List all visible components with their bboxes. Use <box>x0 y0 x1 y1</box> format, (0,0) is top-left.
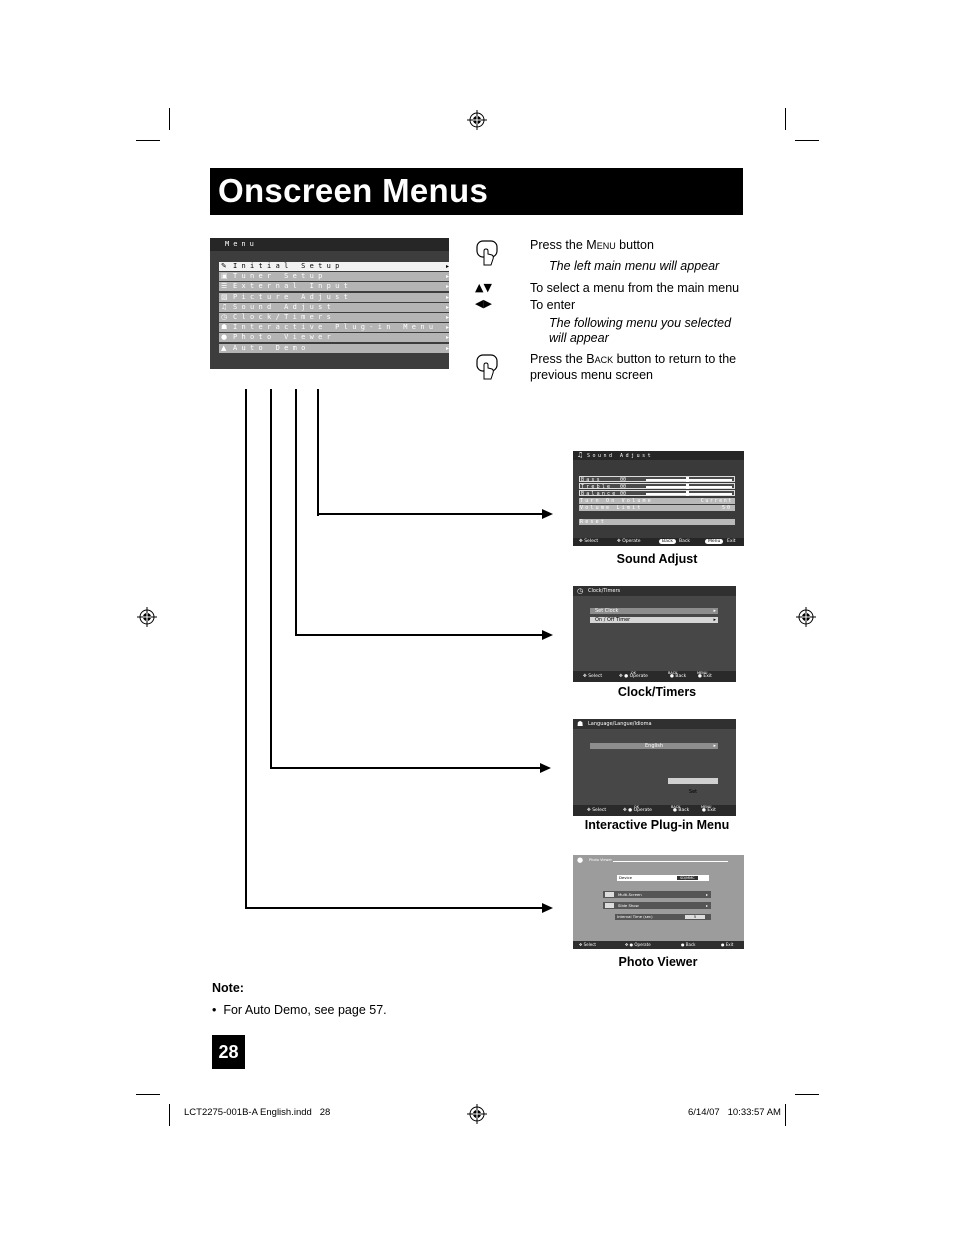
operate-hint-label: Operate <box>634 942 651 947</box>
crop-mark <box>136 140 160 141</box>
sound-adjust-screen <box>573 451 744 546</box>
set-label: Set <box>688 789 698 795</box>
back-hint-label: Back <box>678 808 690 813</box>
exit-hint-label: Exit <box>703 674 712 679</box>
note-bullet-text: For Auto Demo, see page 57. <box>223 1003 387 1017</box>
back-hint-label: Back <box>679 539 690 544</box>
menu-item-auto-demo[interactable] <box>219 344 449 353</box>
slider-row-balance[interactable] <box>579 490 735 496</box>
main-menu-screen <box>210 238 449 369</box>
menu-key-badge: Menu <box>705 539 723 544</box>
device-row[interactable] <box>617 875 709 881</box>
chevron-right-icon: ▸ <box>713 617 716 623</box>
registration-mark-icon <box>467 110 487 130</box>
chevron-right-icon: ▸ <box>445 263 449 270</box>
step1-text <box>530 238 654 253</box>
remote-button-hand-icon <box>476 354 498 380</box>
slide-show-label: Slide Show <box>618 903 639 908</box>
multi-screen-row[interactable] <box>603 891 711 898</box>
step1-post: button <box>615 238 654 252</box>
slide-show-row[interactable] <box>603 902 711 909</box>
connector-line <box>245 907 543 909</box>
back-key-label: BACK <box>671 805 681 809</box>
device-value: SD/MMC <box>677 876 698 880</box>
slider-row-treble[interactable] <box>579 483 735 489</box>
operate-hint: ✥ Operate <box>617 539 641 544</box>
exit-hint: ● Exit <box>698 674 712 679</box>
step1-note: The left main menu will appear <box>549 259 720 273</box>
connector-line <box>317 389 319 516</box>
select-hint-label: Select <box>584 539 599 544</box>
exit-hint-label: Exit <box>725 942 734 947</box>
up-down-arrows-icon: ▲▼ <box>475 281 492 294</box>
set-clock-item[interactable] <box>590 608 718 614</box>
menu-item-label: Tuner Setup <box>233 272 327 281</box>
clock-timers-caption: Clock/Timers <box>617 685 697 699</box>
language-selector[interactable] <box>590 743 718 749</box>
footer-date: 6/14/07 10:33:57 AM <box>688 1107 781 1118</box>
plugin-icon: ☗ <box>221 323 228 332</box>
note-icon: ♫ <box>221 302 228 311</box>
step3-line2: previous menu screen <box>530 368 653 382</box>
back-key-label: BACK <box>668 671 678 675</box>
menu-key-label: MENU <box>697 671 708 675</box>
connector-line <box>295 389 297 636</box>
menu-item-interactive-plug-in-menu[interactable] <box>219 323 449 332</box>
menu-item-sound-adjust[interactable] <box>219 303 449 312</box>
ok-key-label: OK <box>634 805 640 809</box>
step2-line1: To select a menu from the main menu <box>530 281 740 295</box>
reset-button[interactable] <box>579 519 735 525</box>
picture-icon: ▨ <box>221 292 228 301</box>
menu-item-external-input[interactable] <box>219 282 449 291</box>
remote-button-hand-icon <box>476 240 498 266</box>
crop-mark <box>169 108 170 130</box>
slider-label: Treble <box>581 484 613 490</box>
operate-hint-label: Operate <box>633 808 652 813</box>
arrow-head-icon <box>542 509 553 519</box>
volume-limit-row[interactable] <box>579 505 735 511</box>
plugin-icon: ☗ <box>577 720 584 728</box>
footer-file: LCT2275-001B-A English.indd 28 <box>184 1107 331 1118</box>
operate-hint-label: Operate <box>622 539 641 544</box>
crop-mark <box>785 108 786 130</box>
slider-track <box>646 479 732 481</box>
menu-item-label: Interactive Plug-in Menu <box>233 323 438 332</box>
slider-knob[interactable] <box>686 477 689 482</box>
chevron-right-icon: ▸ <box>705 903 708 908</box>
crop-mark <box>795 1094 819 1095</box>
page-number-box <box>212 1035 245 1069</box>
slider-label: Bass <box>581 477 602 483</box>
clock-timers-header-bar <box>573 586 736 596</box>
slider-row-bass[interactable] <box>579 476 735 482</box>
exit-hint: ● Exit <box>721 942 734 947</box>
page-title: Onscreen Menus <box>218 172 489 209</box>
menu-key-label: MENU <box>701 805 712 809</box>
page-title-bar <box>210 168 743 215</box>
registration-mark-icon <box>137 607 157 627</box>
arrow-head-icon <box>542 903 553 913</box>
note-bullet <box>212 1003 387 1017</box>
connector-line <box>270 767 541 769</box>
language-value: English <box>645 743 664 749</box>
clock-icon: ◷ <box>221 313 228 321</box>
slider-track <box>646 486 732 488</box>
back-hint-label: Back <box>675 674 687 679</box>
ok-key-label: OK <box>631 671 637 675</box>
page-number: 28 <box>218 1042 239 1062</box>
slider-value: 00 <box>620 484 627 490</box>
step1-pre: Press the <box>530 238 587 252</box>
camera-icon: ● <box>577 856 584 864</box>
select-hint-label: Select <box>588 674 603 679</box>
camera-icon: ● <box>221 333 228 342</box>
step3-pre: Press the <box>530 352 587 366</box>
menu-item-label: External Input <box>233 282 353 291</box>
chevron-right-icon: ▸ <box>713 743 716 749</box>
crop-mark <box>136 1094 160 1095</box>
sound-adjust-header: Sound Adjust <box>587 453 654 459</box>
chevron-right-icon: ▸ <box>445 334 449 342</box>
chevron-right-icon: ▸ <box>713 608 716 614</box>
input-icon: ☰ <box>221 282 228 291</box>
interval-label: Interval Time (sec) <box>617 914 653 919</box>
turn-on-volume-label: Turn On Volume <box>580 498 653 504</box>
step2-note-line1: The following menu you selected <box>549 316 732 330</box>
set-clock-label: Set Clock <box>595 608 619 614</box>
menu-item-label: Picture Adjust <box>233 292 353 301</box>
wrench-icon: ✎ <box>221 262 227 270</box>
interval-value: 5 <box>685 915 705 919</box>
step3-post: button to return to the <box>613 352 737 366</box>
header-rule <box>613 861 728 862</box>
plugin-menu-caption: Interactive Plug-in Menu <box>584 818 730 832</box>
connector-line <box>245 389 247 909</box>
left-right-arrows-icon: ◀▶ <box>475 297 492 310</box>
main-menu-header: Menu <box>225 240 258 248</box>
clock-timers-footer <box>573 671 736 682</box>
note-icon: ♫ <box>577 451 584 459</box>
photo-viewer-screen <box>573 855 744 949</box>
crop-mark <box>785 1104 786 1126</box>
back-hint: ● Back <box>673 808 690 813</box>
menu-key-label: Menu <box>586 238 616 252</box>
chevron-right-icon: ▸ <box>445 344 449 352</box>
registration-mark-icon <box>467 1104 487 1124</box>
back-hint: ● Back <box>670 674 687 679</box>
select-hint: ✥ Select <box>579 539 599 544</box>
slider-label: Balance <box>581 491 618 497</box>
slider-track <box>646 493 732 495</box>
slider-knob[interactable] <box>686 491 689 496</box>
reset-label: Reset <box>580 519 607 525</box>
on-off-timer-item[interactable] <box>590 617 718 623</box>
select-hint-label: Select <box>592 808 607 813</box>
sound-adjust-header-bar <box>573 451 744 460</box>
clock-timers-header: Clock/Timers <box>588 588 621 594</box>
operate-hint: ✥ ● Operate <box>625 942 651 947</box>
menu-item-label: Auto Demo <box>233 343 310 352</box>
note-heading: Note: <box>212 981 244 995</box>
menu-item-tuner-setup[interactable] <box>219 272 449 281</box>
plugin-menu-footer <box>573 805 736 816</box>
select-hint: ✥ Select <box>579 942 596 947</box>
plugin-menu-header: Language/Langue/Idioma <box>588 721 652 727</box>
crop-mark <box>169 1104 170 1126</box>
volume-limit-label: Volume Limit <box>580 505 643 511</box>
connector-line <box>270 389 272 769</box>
clock-icon: ◷ <box>577 587 584 595</box>
photo-viewer-footer <box>573 941 744 949</box>
back-key-badge: Back <box>659 539 676 544</box>
menu-item-photo-viewer[interactable] <box>219 333 449 342</box>
menu-item-clock-timers[interactable] <box>219 313 449 322</box>
back-hint-label: Back <box>685 942 696 947</box>
interval-row[interactable] <box>615 914 711 920</box>
plugin-menu-header-bar <box>573 719 736 729</box>
menu-item-picture-adjust[interactable] <box>219 293 449 302</box>
menu-item-label: Clock/Timers <box>233 313 336 321</box>
operate-hint: ✥ ● Operate <box>619 674 648 679</box>
chevron-right-icon: ▸ <box>445 293 449 301</box>
photo-viewer-header-bar <box>573 855 744 865</box>
sound-adjust-footer <box>573 538 744 546</box>
bullet-icon: • <box>212 1003 224 1017</box>
back-hint: ● Back <box>681 942 696 947</box>
sound-adjust-caption: Sound Adjust <box>616 552 698 566</box>
step2-note-line2: will appear <box>549 331 609 345</box>
volume-limit-value: 50 <box>721 505 732 511</box>
turn-on-volume-value: Current <box>700 498 733 504</box>
select-hint-label: Select <box>583 942 596 947</box>
operate-hint: ✥ ● Operate <box>623 808 652 813</box>
menu-item-label: Photo Viewer <box>233 333 336 342</box>
exit-hint: ● Exit <box>702 808 716 813</box>
set-button[interactable] <box>668 778 718 795</box>
arrow-head-icon <box>542 630 553 640</box>
multi-screen-label: Multi-Screen <box>618 892 642 897</box>
connector-line <box>317 513 543 515</box>
slider-value: 00 <box>620 477 627 483</box>
chevron-right-icon: ▸ <box>445 303 449 311</box>
chevron-right-icon: ▸ <box>445 314 449 321</box>
turn-on-volume-row[interactable] <box>579 498 735 504</box>
crop-mark <box>795 140 819 141</box>
menu-item-label: Sound Adjust <box>233 302 336 311</box>
exit-hint-label: Exit <box>727 539 736 544</box>
slides-icon <box>605 903 614 908</box>
exit-hint-label: Exit <box>707 808 716 813</box>
back-key-label: Back <box>586 352 614 366</box>
photo-viewer-caption: Photo Viewer <box>618 955 698 969</box>
step3-text <box>530 352 736 367</box>
menu-item-initial-setup[interactable] <box>219 262 449 271</box>
demo-icon: ▲ <box>221 343 227 352</box>
slider-knob[interactable] <box>686 484 689 489</box>
on-off-timer-label: On / Off Timer <box>595 617 631 623</box>
arrow-head-icon <box>540 763 551 773</box>
photo-viewer-header: Photo Viewer <box>589 858 612 862</box>
menu-item-label: Initial Setup <box>233 262 344 270</box>
operate-hint-label: Operate <box>629 674 648 679</box>
chevron-right-icon: ▸ <box>705 892 708 897</box>
tuner-icon: ▣ <box>221 272 228 281</box>
slider-value: 00 <box>620 491 627 497</box>
chevron-right-icon: ▸ <box>445 273 449 281</box>
main-menu-header-bar <box>210 238 449 251</box>
step2-line2: To enter <box>530 298 576 312</box>
clock-timers-screen <box>573 586 736 682</box>
registration-mark-icon <box>796 607 816 627</box>
grid-icon <box>605 892 614 897</box>
chevron-right-icon: ▸ <box>445 283 449 291</box>
select-hint: ✥ Select <box>587 808 607 813</box>
chevron-right-icon: ▸ <box>445 324 449 332</box>
device-label: Device <box>619 875 632 880</box>
plugin-menu-screen <box>573 719 736 816</box>
connector-line <box>295 634 543 636</box>
select-hint: ✥ Select <box>583 674 603 679</box>
